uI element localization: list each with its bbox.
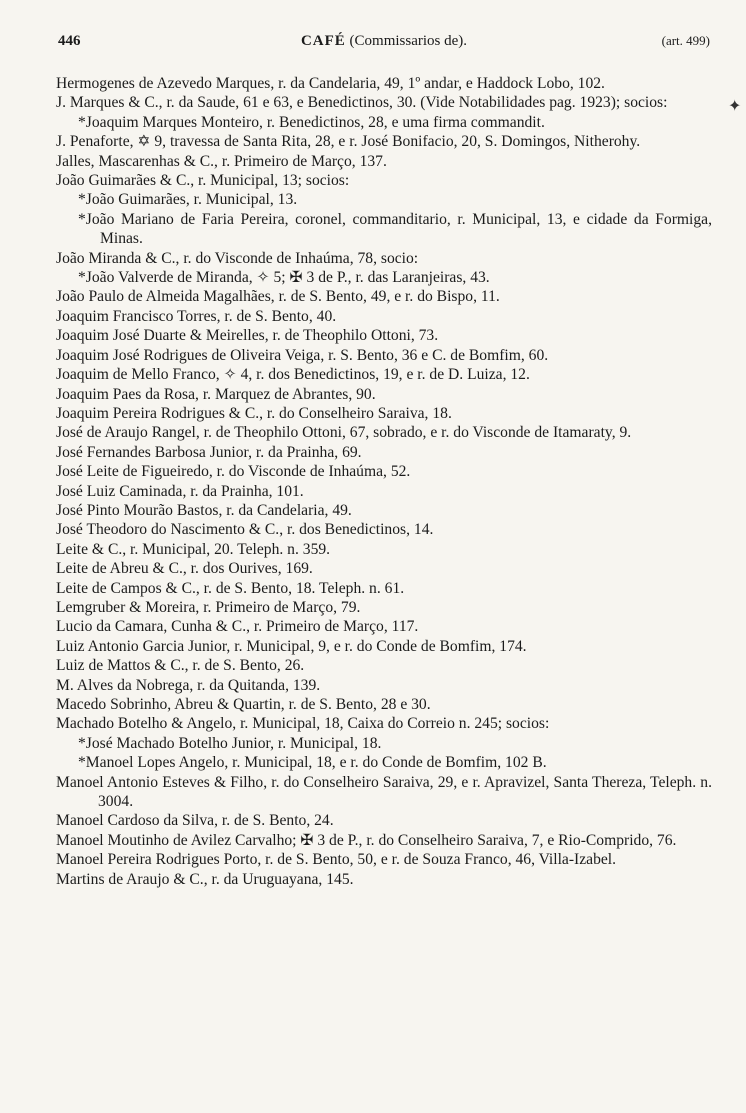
directory-entry: J. Penaforte, ✡ 9, travessa de Santa Rita, 28, e r. José Bonifacio, 20, S. Domingos, Nitherohy. (56, 133, 641, 151)
directory-entry: Manoel Antonio Esteves & Filho, r. do Conselheiro Saraiva, 29, e r. Apravizel, Santa Thereza, Teleph. n. 3004. (56, 773, 712, 811)
directory-entry: J. Marques & C., r. da Saude, 61 e 63, e Benedictinos, 30. (Vide Notabilidades pag. 1923); socios: (56, 94, 668, 112)
entry-list (56, 74, 712, 889)
partner-entry: *João Guimarães, r. Municipal, 13. (78, 191, 298, 209)
page-header (58, 28, 710, 54)
directory-entry: Joaquim José Rodrigues de Oliveira Veiga, r. S. Bento, 36 e C. de Bomfim, 60. (56, 346, 549, 364)
directory-entry: José Luiz Caminada, r. da Prainha, 101. (56, 482, 304, 500)
partner-entry: *João Valverde de Miranda, ✧ 5; ✠ 3 de P., r. das Laranjeiras, 43. (78, 269, 490, 287)
directory-entry: José Fernandes Barbosa Junior, r. da Prainha, 69. (56, 443, 362, 461)
directory-entry: Machado Botelho & Angelo, r. Municipal, 18, Caixa do Correio n. 245; socios: (56, 715, 550, 733)
directory-entry: Luiz Antonio Garcia Junior, r. Municipal, 9, e r. do Conde de Bomfim, 174. (56, 637, 527, 655)
directory-entry: Hermogenes de Azevedo Marques, r. da Candelaria, 49, 1º andar, e Haddock Lobo, 102. (56, 75, 605, 92)
directory-entry: Lucio da Camara, Cunha & C., r. Primeiro de Março, 117. (56, 618, 419, 636)
directory-entry: Leite & C., r. Municipal, 20. Teleph. n. 359. (56, 540, 331, 558)
partner-entry: *Joaquim Marques Monteiro, r. Benedictinos, 28, e uma firma commandit. (78, 113, 545, 131)
directory-entry: M. Alves da Nobrega, r. da Quitanda, 139. (56, 676, 321, 694)
page-number: 446 (58, 33, 81, 49)
directory-entry: Joaquim Francisco Torres, r. de S. Bento, 40. (56, 307, 337, 325)
directory-entry: Joaquim Paes da Rosa, r. Marquez de Abrantes, 90. (56, 385, 376, 403)
directory-entry: João Miranda & C., r. do Visconde de Inhaúma, 78, socio: (56, 249, 419, 267)
directory-entry: Joaquim de Mello Franco, ✧ 4, r. dos Benedictinos, 19, e r. de D. Luiza, 12. (56, 366, 530, 384)
running-title-rest: (Commissarios de). (349, 33, 468, 49)
directory-entry: Leite de Abreu & C., r. dos Ourives, 169. (56, 560, 313, 578)
directory-entry: Joaquim Pereira Rodrigues & C., r. do Conselheiro Saraiva, 18. (56, 404, 452, 422)
directory-entry: José de Araujo Rangel, r. de Theophilo Ottoni, 67, sobrado, e r. do Visconde de Itamaraty, 9. (56, 424, 632, 442)
article-reference: (art. 499) (661, 33, 710, 48)
partner-entry: *José Machado Botelho Junior, r. Municipal, 18. (78, 734, 382, 752)
directory-entry: José Pinto Mourão Bastos, r. da Candelaria, 49. (56, 501, 352, 519)
directory-entry: Manoel Moutinho de Avilez Carvalho; ✠ 3 de P., r. do Conselheiro Saraiva, 7, e Rio-Comprido, 76. (56, 831, 677, 849)
directory-entry: José Theodoro do Nascimento & C., r. dos Benedictinos, 14. (56, 521, 434, 539)
margin-mark-icon: ✦ (728, 96, 742, 115)
directory-entry: Manoel Pereira Rodrigues Porto, r. de S. Bento, 50, e r. de Souza Franco, 46, Villa-Izabel. (56, 851, 617, 869)
partner-entry: *Manoel Lopes Angelo, r. Municipal, 18, e r. do Conde de Bomfim, 102 B. (78, 754, 547, 772)
running-title (58, 28, 710, 54)
running-title-word: CAFÉ (300, 33, 346, 49)
directory-entry: Manoel Cardoso da Silva, r. de S. Bento, 24. (56, 812, 334, 830)
directory-entry: Martins de Araujo & C., r. da Uruguayana, 145. (56, 870, 354, 888)
directory-entry: Luiz de Mattos & C., r. de S. Bento, 26. (56, 657, 305, 675)
directory-entry: Jalles, Mascarenhas & C., r. Primeiro de Março, 137. (56, 152, 387, 170)
directory-entry: Lemgruber & Moreira, r. Primeiro de Março, 79. (56, 598, 361, 616)
directory-entry: Macedo Sobrinho, Abreu & Quartin, r. de S. Bento, 28 e 30. (56, 696, 431, 713)
directory-entry: José Leite de Figueiredo, r. do Visconde de Inhaúma, 52. (56, 463, 411, 481)
directory-entry: Leite de Campos & C., r. de S. Bento, 18. Teleph. n. 61. (56, 579, 405, 597)
directory-entry: Joaquim José Duarte & Meirelles, r. de Theophilo Ottoni, 73. (56, 327, 439, 345)
partner-entry: *João Mariano de Faria Pereira, coronel, commanditario, r. Municipal, 13, e cidade da Formiga, Minas. (78, 210, 712, 248)
directory-entry: João Guimarães & C., r. Municipal, 13; socios: (56, 172, 350, 190)
directory-entry: João Paulo de Almeida Magalhães, r. de S. Bento, 49, e r. do Bispo, 11. (56, 288, 500, 306)
